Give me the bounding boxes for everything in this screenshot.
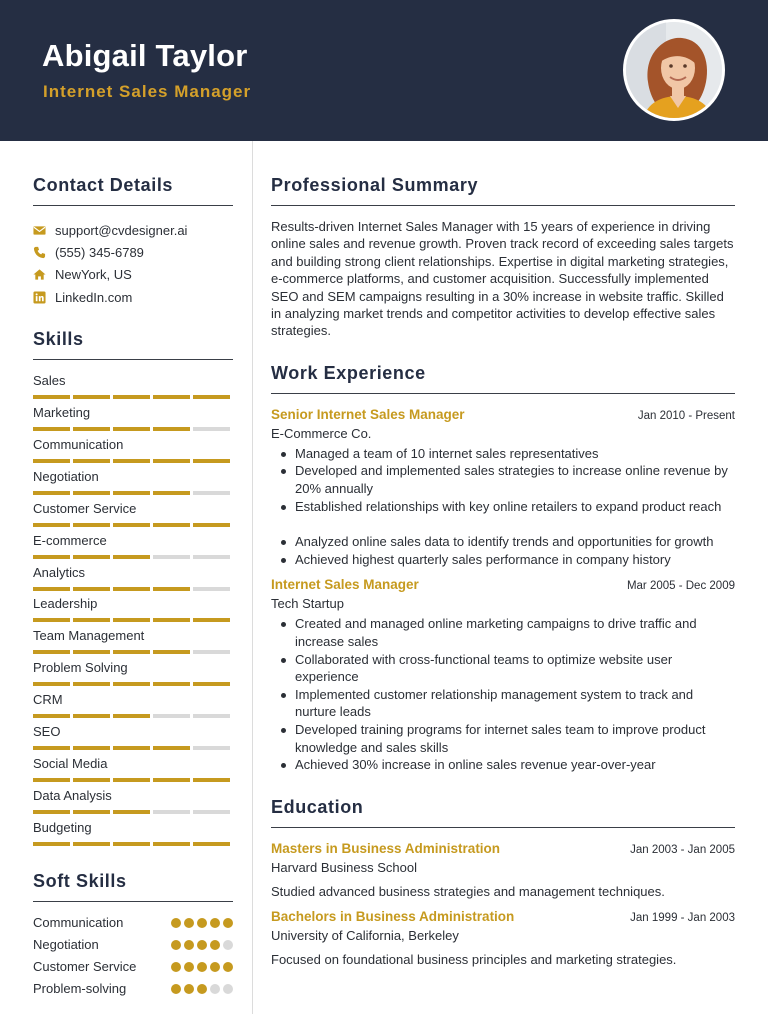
job-bullets: [271, 615, 735, 773]
rating-dot: [171, 940, 181, 950]
experience-section: [271, 363, 735, 774]
skill-level-segment: [153, 427, 190, 431]
skill-level-segment: [33, 778, 70, 782]
skill-level-segment: [33, 555, 70, 559]
rating-dot: [184, 962, 194, 972]
skill-level-bar: [33, 746, 233, 750]
skill-level-bar: [33, 491, 233, 495]
job-bullet: Managed a team of 10 internet sales representatives: [271, 445, 735, 463]
candidate-title: Internet Sales Manager: [43, 82, 252, 101]
rating-dot: [223, 962, 233, 972]
skill-level-segment: [153, 555, 190, 559]
skill-level-segment: [193, 650, 230, 654]
soft-skill-name: Customer Service: [33, 959, 137, 975]
contact-linkedin-text[interactable]: LinkedIn.com: [55, 289, 133, 305]
skill-level-segment: [33, 746, 70, 750]
rating-dot: [171, 918, 181, 928]
soft-skill-rating: [171, 984, 233, 994]
contact-location: [33, 264, 233, 286]
skill-name: Customer Service: [33, 500, 137, 516]
skill-level-segment: [193, 427, 230, 431]
soft-skill-name: Problem-solving: [33, 981, 127, 997]
rating-dot: [210, 984, 220, 994]
skill-level-segment: [113, 842, 150, 846]
skill-item: [33, 435, 233, 467]
skills-list: [33, 371, 233, 849]
contact-email-text[interactable]: support@cvdesigner.ai: [55, 222, 188, 238]
skill-level-segment: [73, 523, 110, 527]
skill-level-bar: [33, 618, 233, 622]
skill-level-segment: [193, 810, 230, 814]
experience-section-title: Work Experience: [271, 363, 735, 394]
skill-level-segment: [193, 714, 230, 718]
skill-level-segment: [153, 810, 190, 814]
skill-level-bar: [33, 395, 233, 399]
rating-dot: [210, 918, 220, 928]
job-bullet: Created and managed online marketing campaigns to drive traffic and increase sales: [271, 615, 735, 650]
resume-header: [0, 0, 768, 141]
education-school: University of California, Berkeley: [271, 927, 459, 943]
skill-level-segment: [113, 395, 150, 399]
skill-item: [33, 690, 233, 722]
profile-photo: [623, 19, 725, 121]
skill-level-segment: [33, 714, 70, 718]
job-bullet: Developed training programs for internet sales team to improve product knowledge and sales skills: [271, 721, 735, 756]
skill-level-segment: [33, 427, 70, 431]
envelope-icon: [33, 224, 46, 237]
rating-dot: [197, 984, 207, 994]
rating-dot: [223, 918, 233, 928]
skill-level-segment: [153, 842, 190, 846]
skill-level-bar: [33, 459, 233, 463]
column-divider: [252, 141, 253, 1014]
job-company: E-Commerce Co.: [271, 425, 372, 441]
soft-skill-item: [33, 956, 233, 978]
skill-level-segment: [33, 618, 70, 622]
skill-item: [33, 499, 233, 531]
rating-dot: [184, 940, 194, 950]
education-date: Jan 1999 - Jan 2003: [630, 911, 735, 924]
education-section: [271, 797, 735, 967]
education-degree: Masters in Business Administration: [271, 840, 501, 856]
job-company: Tech Startup: [271, 596, 344, 612]
soft-skills-section: [33, 871, 233, 1000]
education-description: Studied advanced business strategies and management techniques.: [271, 883, 665, 899]
skill-level-segment: [73, 459, 110, 463]
rating-dot: [184, 918, 194, 928]
soft-skill-item: [33, 912, 233, 934]
summary-text: Results-driven Internet Sales Manager with 15 years of experience in driving online sales and revenue growth. Proven track record of exceeding sales targets and building strong client relationships. Expertise in digital marketing strategies, e-commerce platforms, and customer acquisition. Successfully implemented SEO and SEM campaigns resulting in a 30% increase in website traffic. Skilled in analyzing market trends and competitor activities to develop effective sales strategies.: [271, 219, 734, 339]
skill-level-segment: [193, 842, 230, 846]
skill-level-bar: [33, 587, 233, 591]
skill-name: Team Management: [33, 628, 145, 644]
skill-level-segment: [193, 682, 230, 686]
soft-skill-item: [33, 934, 233, 956]
rating-dot: [197, 918, 207, 928]
skill-level-segment: [33, 459, 70, 463]
rating-dot: [210, 962, 220, 972]
skill-name: Budgeting: [33, 819, 92, 835]
skill-level-segment: [113, 523, 150, 527]
skill-level-segment: [193, 555, 230, 559]
skill-level-bar: [33, 714, 233, 718]
skill-level-segment: [153, 587, 190, 591]
skill-level-bar: [33, 810, 233, 814]
job-bullet: Collaborated with cross-functional teams to optimize website user experience: [271, 651, 735, 686]
skill-item: [33, 754, 233, 786]
contact-phone-text[interactable]: (555) 345-6789: [55, 244, 144, 260]
soft-skill-name: Communication: [33, 915, 124, 931]
contact-linkedin: [33, 286, 233, 308]
job-bullet: Implemented customer relationship management system to track and nurture leads: [271, 686, 735, 721]
skill-level-bar: [33, 682, 233, 686]
soft-skill-name: Negotiation: [33, 937, 99, 953]
skill-level-segment: [33, 587, 70, 591]
skill-level-segment: [73, 682, 110, 686]
summary-section: [271, 175, 735, 340]
job-role: Senior Internet Sales Manager: [271, 406, 465, 422]
skill-level-segment: [113, 810, 150, 814]
skill-item: [33, 786, 233, 818]
summary-section-title: Professional Summary: [271, 175, 735, 206]
skill-name: SEO: [33, 723, 61, 739]
rating-dot: [184, 984, 194, 994]
skill-level-segment: [153, 650, 190, 654]
skill-level-bar: [33, 650, 233, 654]
skill-name: Problem Solving: [33, 660, 128, 676]
skill-level-segment: [153, 714, 190, 718]
skill-level-segment: [193, 778, 230, 782]
skill-level-segment: [73, 842, 110, 846]
job-bullet: Developed and implemented sales strategies to increase online revenue by 20% annually: [271, 462, 735, 497]
contact-section: [33, 175, 233, 308]
skill-level-segment: [193, 587, 230, 591]
skill-item: [33, 722, 233, 754]
skill-level-segment: [153, 778, 190, 782]
skill-item: [33, 658, 233, 690]
skill-level-segment: [153, 746, 190, 750]
skill-level-segment: [153, 618, 190, 622]
skill-level-segment: [73, 427, 110, 431]
skill-level-segment: [193, 395, 230, 399]
phone-icon: [33, 246, 46, 259]
rating-dot: [197, 940, 207, 950]
contact-phone: [33, 241, 233, 263]
skill-level-segment: [113, 778, 150, 782]
education-entry: [271, 841, 735, 899]
skill-level-segment: [33, 842, 70, 846]
job-date: Mar 2005 - Dec 2009: [626, 580, 735, 593]
skills-section: [33, 329, 233, 849]
skill-level-segment: [33, 491, 70, 495]
skill-level-segment: [73, 778, 110, 782]
job-role: Internet Sales Manager: [271, 577, 419, 593]
soft-skill-rating: [171, 962, 233, 972]
skill-level-segment: [113, 491, 150, 495]
skill-name: Social Media: [33, 755, 108, 771]
skill-item: [33, 626, 233, 658]
skill-item: [33, 467, 233, 499]
skill-item: [33, 818, 233, 850]
skill-name: Analytics: [33, 564, 86, 580]
skill-name: Leadership: [33, 596, 98, 612]
skill-level-segment: [193, 746, 230, 750]
skill-level-bar: [33, 842, 233, 846]
skill-level-segment: [73, 555, 110, 559]
soft-skills-section-title: Soft Skills: [33, 871, 233, 902]
skill-level-segment: [113, 650, 150, 654]
candidate-name: Abigail Taylor: [42, 38, 248, 73]
skill-level-segment: [73, 810, 110, 814]
linkedin-icon: [33, 291, 46, 304]
rating-dot: [223, 940, 233, 950]
skill-level-segment: [73, 491, 110, 495]
skill-level-segment: [73, 587, 110, 591]
skill-level-segment: [193, 523, 230, 527]
right-column: [271, 141, 735, 967]
skill-item: [33, 371, 233, 403]
job-bullet: Established relationships with key online retailers to expand product reach: [271, 498, 735, 516]
rating-dot: [223, 984, 233, 994]
skill-level-bar: [33, 555, 233, 559]
soft-skill-rating: [171, 940, 233, 950]
job-entry: [271, 577, 735, 773]
skills-section-title: Skills: [33, 329, 233, 360]
job-bullet: Achieved 30% increase in online sales revenue year-over-year: [271, 756, 735, 774]
skill-level-segment: [153, 523, 190, 527]
skill-level-segment: [73, 395, 110, 399]
home-icon: [33, 268, 46, 281]
soft-skills-list: [33, 912, 233, 1000]
skill-item: [33, 563, 233, 595]
skill-level-segment: [153, 395, 190, 399]
skill-level-segment: [73, 714, 110, 718]
rating-dot: [210, 940, 220, 950]
skill-level-segment: [113, 427, 150, 431]
skill-name: Data Analysis: [33, 787, 112, 803]
skill-level-segment: [33, 523, 70, 527]
skill-level-segment: [153, 491, 190, 495]
skill-level-segment: [193, 618, 230, 622]
skill-level-segment: [33, 395, 70, 399]
skill-name: CRM: [33, 692, 63, 708]
job-bullets: [271, 445, 735, 569]
skill-name: Marketing: [33, 405, 91, 421]
soft-skill-rating: [171, 918, 233, 928]
skill-level-segment: [113, 746, 150, 750]
contact-email: [33, 219, 233, 241]
skill-level-segment: [113, 555, 150, 559]
rating-dot: [171, 984, 181, 994]
skill-level-segment: [33, 810, 70, 814]
soft-skill-item: [33, 978, 233, 1000]
skill-level-segment: [73, 618, 110, 622]
skill-name: Communication: [33, 436, 124, 452]
contact-section-title: Contact Details: [33, 175, 233, 206]
skill-level-segment: [33, 682, 70, 686]
contact-list: [33, 219, 233, 308]
contact-location-text: NewYork, US: [55, 267, 132, 283]
skill-item: [33, 403, 233, 435]
skill-level-segment: [73, 746, 110, 750]
skill-level-segment: [113, 682, 150, 686]
skill-name: Negotiation: [33, 468, 99, 484]
education-degree: Bachelors in Business Administration: [271, 908, 515, 924]
skill-level-segment: [33, 650, 70, 654]
skill-level-bar: [33, 523, 233, 527]
rating-dot: [171, 962, 181, 972]
skill-level-segment: [193, 491, 230, 495]
education-entry: [271, 909, 735, 967]
skill-level-segment: [73, 650, 110, 654]
job-bullet: Analyzed online sales data to identify trends and opportunities for growth: [271, 533, 735, 551]
education-description: Focused on foundational business principles and marketing strategies.: [271, 951, 677, 967]
skill-item: [33, 594, 233, 626]
skill-level-segment: [113, 459, 150, 463]
job-date: Jan 2010 - Present: [637, 409, 735, 422]
skill-level-segment: [113, 587, 150, 591]
skill-level-bar: [33, 778, 233, 782]
education-date: Jan 2003 - Jan 2005: [630, 843, 735, 856]
job-entry: [271, 407, 735, 569]
skill-name: E-commerce: [33, 532, 107, 548]
skill-level-bar: [33, 427, 233, 431]
job-bullet: Achieved highest quarterly sales performance in company history: [271, 551, 735, 569]
skill-level-segment: [113, 618, 150, 622]
skill-level-segment: [153, 459, 190, 463]
education-section-title: Education: [271, 797, 735, 828]
left-column: [33, 141, 233, 1000]
skill-level-segment: [193, 459, 230, 463]
skill-item: [33, 531, 233, 563]
skill-name: Sales: [33, 373, 66, 389]
rating-dot: [197, 962, 207, 972]
education-school: Harvard Business School: [271, 859, 417, 875]
skill-level-segment: [153, 682, 190, 686]
skill-level-segment: [113, 714, 150, 718]
